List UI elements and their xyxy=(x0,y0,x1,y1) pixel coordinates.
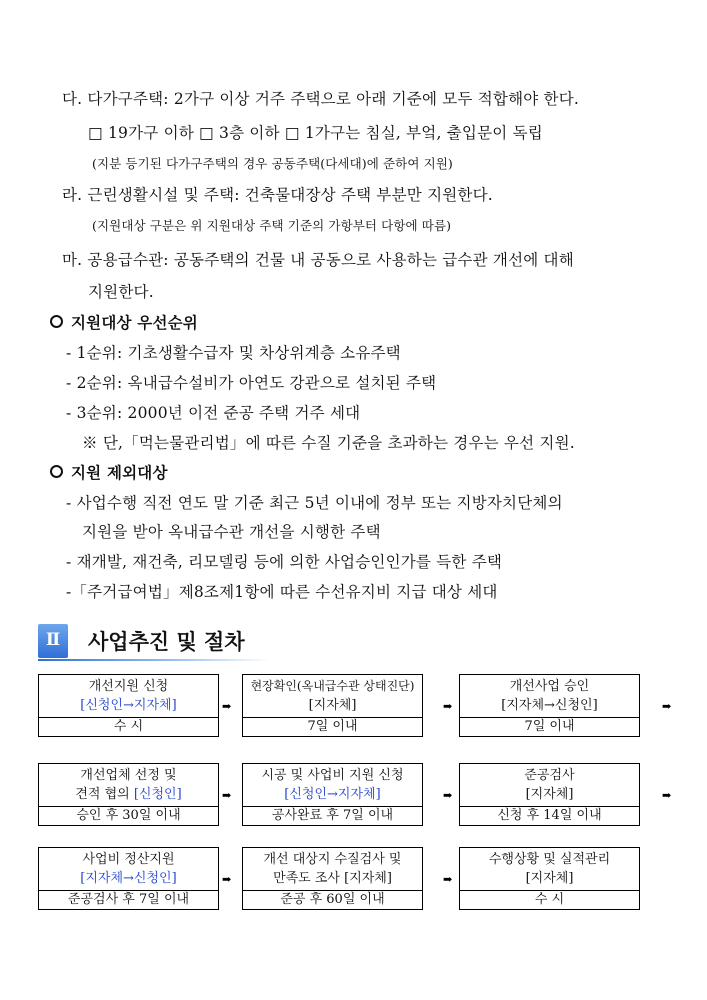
step-time: 준공 후 60일 이내 xyxy=(280,892,385,907)
step-title: 개선업체 선정 및 xyxy=(80,768,177,783)
priority-item-3: - 3순위: 2000년 이전 준공 주택 거주 세대 xyxy=(66,404,361,422)
arrow-right-icon: ➡ xyxy=(222,789,232,802)
step-title: 수행상황 및 실적관리 xyxy=(488,852,611,867)
flow-step-4 xyxy=(38,763,219,826)
step-actor: [지자체→신청인] xyxy=(80,871,177,886)
flow-step-9 xyxy=(459,847,640,910)
priority-heading-label: 지원대상 우선순위 xyxy=(71,314,198,332)
step-detail: 견적 협의 xyxy=(75,787,134,802)
section-number-badge xyxy=(38,624,68,658)
circle-bullet-icon xyxy=(50,465,63,478)
exclusion-item-1-line1: - 사업수행 직전 연도 말 기준 최근 5년 이내에 정부 또는 지방자치단체의 xyxy=(66,494,563,512)
step-time: 신청 후 14일 이내 xyxy=(497,808,602,823)
flow-step-6 xyxy=(459,763,640,826)
flow-step-2 xyxy=(242,674,423,737)
flow-step-5 xyxy=(242,763,423,826)
step-time: 7일 이내 xyxy=(524,719,575,734)
step-actor: [지자체] xyxy=(308,698,357,713)
item-da: 다. 다가구주택: 2가구 이상 거주 주택으로 아래 기준에 모두 적합해야 한다. xyxy=(62,90,580,108)
step-actor: [신청인→지자체] xyxy=(284,787,381,802)
step-time: 수 시 xyxy=(534,892,565,907)
arrow-right-icon: ➡ xyxy=(662,700,672,713)
priority-item-2: - 2순위: 옥내급수설비가 아연도 강관으로 설치된 주택 xyxy=(66,374,437,392)
step-title: 개선지원 신청 xyxy=(88,679,169,694)
step-title: 준공검사 xyxy=(524,768,575,783)
step-title: 사업비 정산지원 xyxy=(82,852,175,867)
flow-step-3 xyxy=(459,674,640,737)
section-underline xyxy=(38,659,270,661)
da-note: (지분 등기된 다가구주택의 경우 공동주택(다세대)에 준하여 지원) xyxy=(92,156,453,171)
arrow-right-icon: ➡ xyxy=(222,873,232,886)
item-ra: 라. 근린생활시설 및 주택: 건축물대장상 주택 부분만 지원한다. xyxy=(62,186,493,204)
exclusion-item-1-line2: 지원을 받아 옥내급수관 개선을 시행한 주택 xyxy=(82,523,381,541)
arrow-right-icon: ➡ xyxy=(662,789,672,802)
step-time: 수 시 xyxy=(113,719,144,734)
flow-step-8 xyxy=(242,847,423,910)
ra-note: (지원대상 구분은 위 지원대상 주택 기준의 가항부터 다항에 따름) xyxy=(92,218,452,233)
section-title: 사업추진 및 절차 xyxy=(88,630,245,654)
section-number: Ⅱ xyxy=(45,630,61,650)
priority-heading xyxy=(50,311,198,333)
item-ma-line2: 지원한다. xyxy=(88,283,154,301)
da-criteria: □ 19가구 이하 □ 3층 이하 □ 1가구는 침실, 부엌, 출입문이 독립 xyxy=(88,124,543,142)
flow-step-1 xyxy=(38,674,219,737)
step-actor: [지자체→신청인] xyxy=(501,698,598,713)
circle-bullet-icon xyxy=(50,315,63,328)
priority-item-1: - 1순위: 기초생활수급자 및 차상위계층 소유주택 xyxy=(66,344,401,362)
step-actor: [신청인] xyxy=(133,787,182,802)
arrow-right-icon: ➡ xyxy=(443,789,453,802)
priority-note: ※ 단,「먹는물관리법」에 따른 수질 기준을 초과하는 경우는 우선 지원. xyxy=(82,434,575,452)
arrow-right-icon: ➡ xyxy=(443,700,453,713)
arrow-right-icon: ➡ xyxy=(443,873,453,886)
step-actor: [지자체] xyxy=(525,787,574,802)
step-actor: 만족도 조사 [지자체] xyxy=(273,871,392,886)
step-time: 공사완료 후 7일 이내 xyxy=(271,808,394,823)
step-title: 현장확인(옥내급수관 상태진단) xyxy=(250,679,415,693)
step-actor: [지자체] xyxy=(525,871,574,886)
exclusion-item-3: -「주거급여법」제8조제1항에 따른 수선유지비 지급 대상 세대 xyxy=(66,583,498,601)
flow-step-7 xyxy=(38,847,219,910)
exclusion-heading xyxy=(50,461,168,483)
step-time: 준공검사 후 7일 이내 xyxy=(67,892,190,907)
step-time: 7일 이내 xyxy=(307,719,358,734)
exclusion-item-2: - 재개발, 재건축, 리모델링 등에 의한 사업승인인가를 득한 주택 xyxy=(66,553,503,571)
exclusion-heading-label: 지원 제외대상 xyxy=(71,464,168,482)
step-title: 시공 및 사업비 지원 신청 xyxy=(261,768,404,783)
step-time: 승인 후 30일 이내 xyxy=(76,808,181,823)
step-actor: [신청인→지자체] xyxy=(80,698,177,713)
step-title: 개선사업 승인 xyxy=(509,679,590,694)
step-title: 개선 대상지 수질검사 및 xyxy=(263,852,402,867)
item-ma-line1: 마. 공용급수관: 공동주택의 건물 내 공동으로 사용하는 급수관 개선에 대해 xyxy=(62,251,574,269)
arrow-right-icon: ➡ xyxy=(222,700,232,713)
